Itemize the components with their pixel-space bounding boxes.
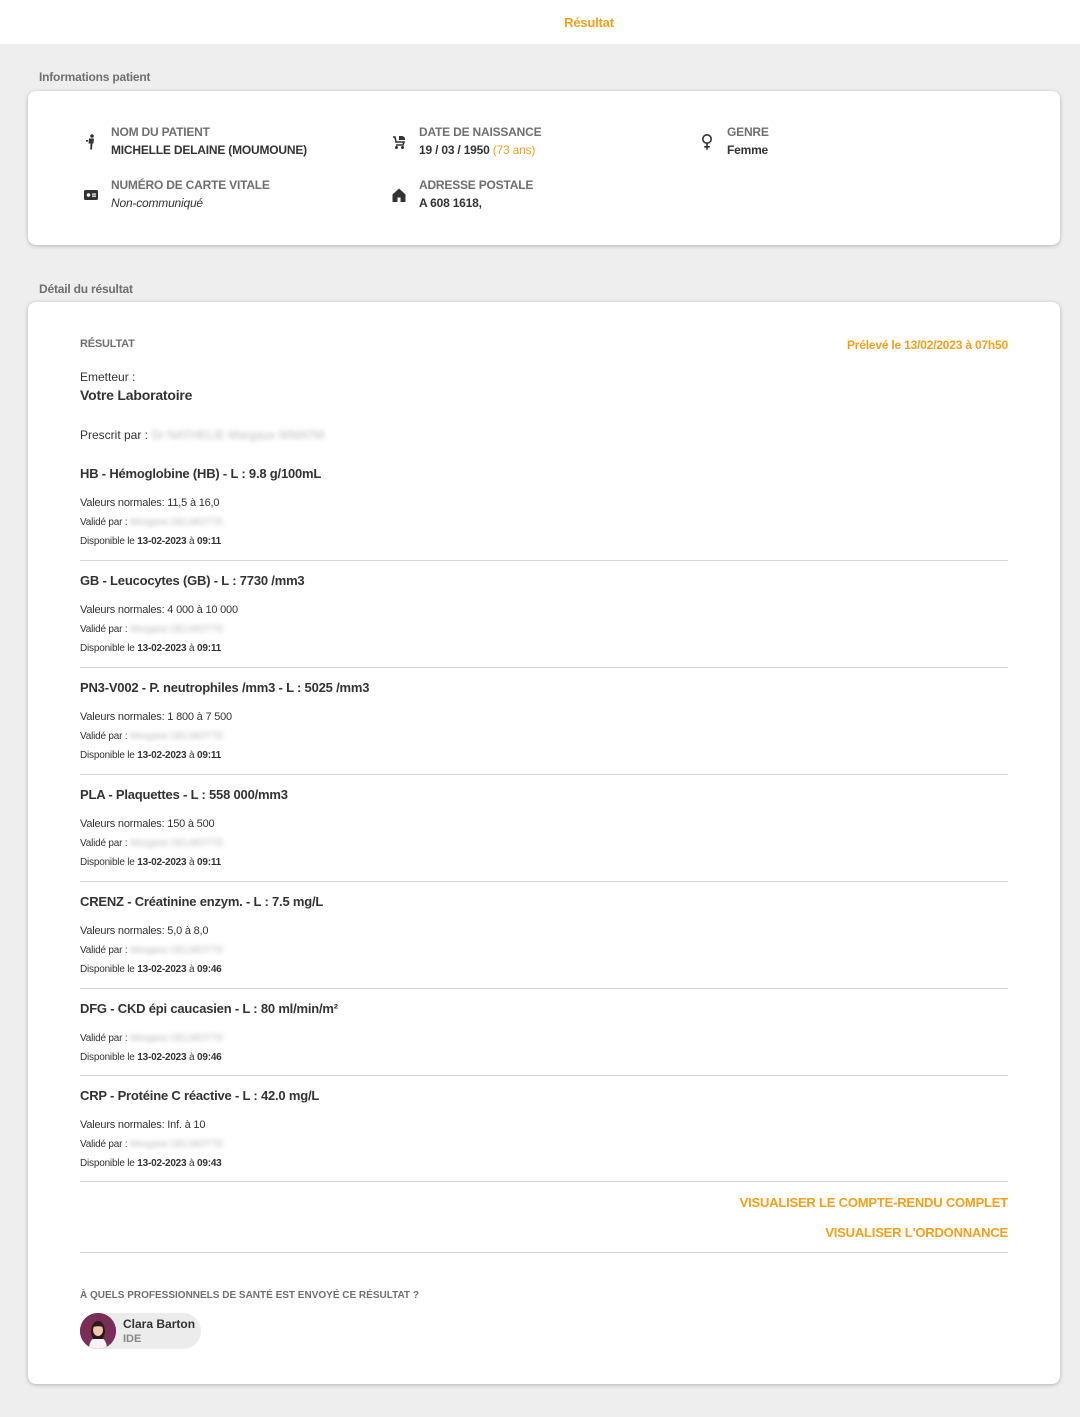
analysis-title: PLA - Plaquettes - L : 558 000/mm3 [80, 787, 288, 802]
analysis-item [80, 1001, 1008, 1067]
validated-by [80, 620, 1008, 639]
availability [80, 853, 1008, 872]
card-icon [82, 186, 100, 204]
gender-label: GENRE [727, 125, 769, 139]
normal-values: Valeurs normales: 150 à 500 [80, 818, 215, 830]
normal-values: Valeurs normales: 11,5 à 16,0 [80, 497, 220, 509]
analysis-item [80, 466, 1008, 551]
view-full-report-link[interactable]: VISUALISER LE COMPTE-RENDU COMPLET [739, 1195, 1008, 1210]
professional-chip[interactable] [80, 1313, 201, 1349]
top-bar [0, 0, 1080, 44]
validator-name: Morgane DELMOTTE [130, 945, 224, 956]
validated-by [80, 834, 1008, 853]
analysis-title: CRENZ - Créatinine enzym. - L : 7.5 mg/L [80, 894, 324, 909]
available-time: 09:11 [196, 750, 221, 761]
divider [80, 667, 1008, 668]
available-date: 13-02-2023 [137, 857, 187, 868]
validated-label: Validé par : [80, 731, 128, 742]
stroller-icon [390, 133, 408, 151]
result-section-label: Détail du résultat [39, 282, 133, 296]
validated-by [80, 1029, 1008, 1048]
divider [80, 1181, 1008, 1182]
available-date: 13-02-2023 [137, 1158, 187, 1169]
availability [80, 532, 1008, 551]
normal-values: Valeurs normales: 4 000 à 10 000 [80, 604, 238, 616]
prescriber-label: Prescrit par : [80, 428, 149, 442]
gender-field [698, 124, 769, 160]
available-at: à [189, 536, 195, 547]
divider [80, 1252, 1008, 1253]
available-at: à [189, 750, 195, 761]
available-prefix: Disponible le [80, 536, 135, 547]
available-prefix: Disponible le [80, 857, 135, 868]
vitale-field [82, 177, 270, 213]
address-field [390, 177, 533, 213]
address-label: ADRESSE POSTALE [419, 178, 534, 192]
analysis-item [80, 894, 1008, 979]
validated-by [80, 1135, 1008, 1154]
availability [80, 639, 1008, 658]
available-at: à [189, 857, 195, 868]
validated-label: Validé par : [80, 838, 128, 849]
professional-role: IDE [123, 1333, 142, 1345]
patient-age: (73 ans) [492, 143, 536, 157]
result-card [28, 302, 1060, 1384]
analysis-title: GB - Leucocytes (GB) - L : 7730 /mm3 [80, 573, 305, 588]
available-date: 13-02-2023 [137, 643, 187, 654]
validated-label: Validé par : [80, 945, 128, 956]
validated-by [80, 513, 1008, 532]
availability [80, 1154, 1008, 1173]
available-time: 09:46 [196, 1052, 222, 1063]
analysis-item [80, 1088, 1008, 1173]
available-time: 09:46 [196, 964, 222, 975]
patient-name-field [82, 124, 307, 160]
analysis-title: DFG - CKD épi caucasien - L : 80 ml/min/m² [80, 1001, 338, 1016]
divider [80, 1075, 1008, 1076]
validator-name: Morgane DELMOTTE [130, 1139, 224, 1150]
divider [80, 774, 1008, 775]
result-heading: RÉSULTAT [80, 338, 135, 350]
gender-value: Femme [727, 143, 769, 157]
availability [80, 746, 1008, 765]
validator-name: Morgane DELMOTTE [130, 517, 224, 528]
available-time: 09:11 [196, 857, 221, 868]
validator-name: Morgane DELMOTTE [130, 731, 224, 742]
available-prefix: Disponible le [80, 1158, 135, 1169]
available-at: à [189, 643, 195, 654]
available-prefix: Disponible le [80, 1052, 135, 1063]
prescriber [80, 428, 324, 442]
normal-values: Valeurs normales: 1 800 à 7 500 [80, 711, 232, 723]
patient-name-label: NOM DU PATIENT [111, 125, 210, 139]
validated-label: Validé par : [80, 624, 128, 635]
available-at: à [189, 964, 195, 975]
divider [80, 881, 1008, 882]
validated-label: Validé par : [80, 517, 128, 528]
divider [80, 560, 1008, 561]
birthdate-value: 19 / 03 / 1950 [419, 143, 490, 157]
available-date: 13-02-2023 [137, 1052, 187, 1063]
view-prescription-link[interactable]: VISUALISER L'ORDONNANCE [825, 1225, 1008, 1240]
available-prefix: Disponible le [80, 964, 135, 975]
divider [80, 988, 1008, 989]
vitale-label: NUMÉRO DE CARTE VITALE [111, 178, 270, 192]
validator-name: Morgane DELMOTTE [130, 1033, 224, 1044]
patient-person-icon [82, 133, 100, 151]
available-time: 09:43 [196, 1158, 222, 1169]
validated-label: Validé par : [80, 1139, 128, 1150]
availability [80, 960, 1008, 979]
validator-name: Morgane DELMOTTE [130, 624, 224, 635]
professional-name: Clara Barton [123, 1317, 196, 1331]
analysis-title: HB - Hémoglobine (HB) - L : 9.8 g/100mL [80, 466, 322, 481]
validated-by [80, 941, 1008, 960]
available-date: 13-02-2023 [137, 750, 187, 761]
vitale-value: Non-communiqué [111, 196, 203, 210]
professionals-question: À QUELS PROFESSIONNELS DE SANTÉ EST ENVOYÉ CE RÉSULTAT ? [80, 1290, 419, 1301]
analysis-title: PN3-V002 - P. neutrophiles /mm3 - L : 5025 /mm3 [80, 680, 370, 695]
analysis-item [80, 680, 1008, 765]
emitter-value: Votre Laboratoire [80, 387, 193, 403]
available-at: à [189, 1052, 195, 1063]
avatar [80, 1313, 116, 1349]
analysis-item [80, 573, 1008, 658]
available-date: 13-02-2023 [137, 964, 187, 975]
patient-section-label: Informations patient [39, 70, 151, 84]
validator-name: Morgane DELMOTTE [130, 838, 224, 849]
birthdate-label: DATE DE NAISSANCE [419, 125, 542, 139]
birthdate-field [390, 124, 541, 160]
normal-values: Valeurs normales: 5,0 à 8,0 [80, 925, 209, 937]
address-value: A 608 1618, [419, 196, 482, 210]
available-prefix: Disponible le [80, 643, 135, 654]
page-title: Résultat [564, 14, 614, 30]
home-icon [390, 186, 408, 204]
analysis-item [80, 787, 1008, 872]
available-prefix: Disponible le [80, 750, 135, 761]
available-at: à [189, 1158, 195, 1169]
prescriber-name: Dr NATHELIE Margaux WMATM [151, 428, 325, 442]
emitter-label: Emetteur : [80, 370, 136, 384]
availability [80, 1048, 1008, 1067]
validated-by [80, 727, 1008, 746]
patient-name-value: MICHELLE DELAINE (MOUMOUNE) [111, 143, 307, 157]
normal-values: Valeurs normales: Inf. à 10 [80, 1119, 206, 1131]
validated-label: Validé par : [80, 1033, 128, 1044]
analysis-title: CRP - Protéine C réactive - L : 42.0 mg/L [80, 1088, 320, 1103]
sample-date: Prélevé le 13/02/2023 à 07h50 [846, 338, 1008, 352]
patient-card [28, 91, 1060, 245]
available-time: 09:11 [196, 643, 221, 654]
female-icon [698, 133, 716, 151]
available-time: 09:11 [196, 536, 221, 547]
available-date: 13-02-2023 [137, 536, 187, 547]
